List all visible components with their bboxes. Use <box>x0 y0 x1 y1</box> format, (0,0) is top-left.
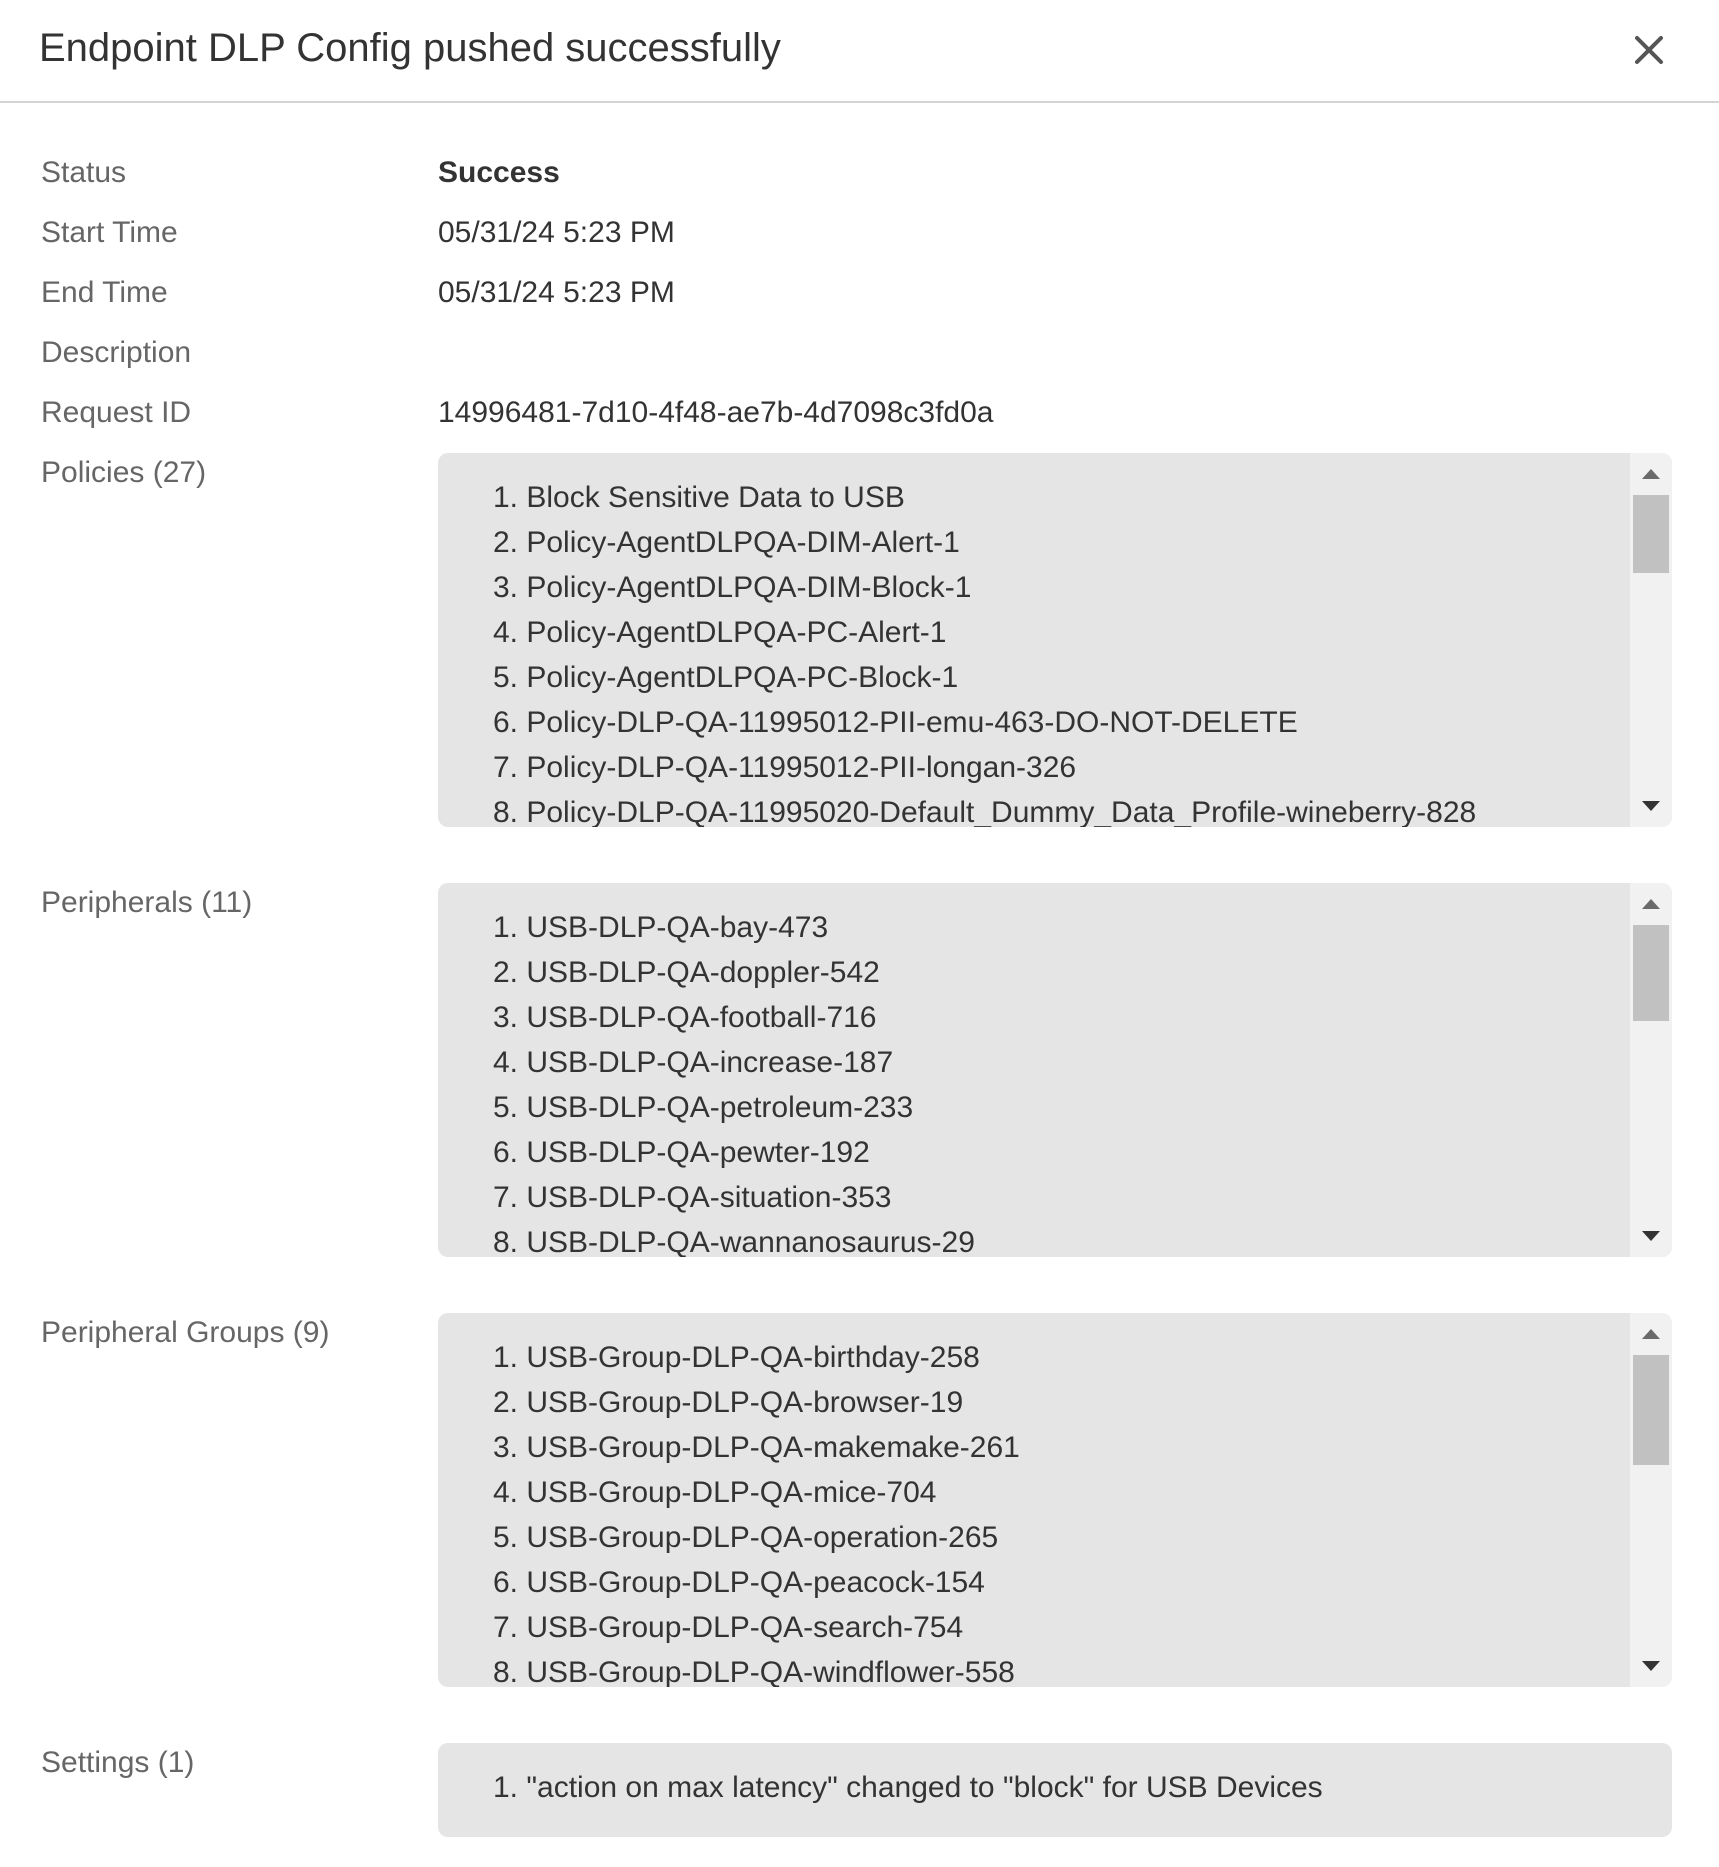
peripherals-items <box>493 905 1612 1257</box>
close-icon <box>1631 32 1667 68</box>
request-id-value: 14996481-7d10-4f48-ae7b-4d7098c3fd0a <box>438 396 994 429</box>
list-item: 2. Policy-AgentDLPQA-DIM-Alert-1 <box>493 526 960 559</box>
list-item: 3. USB-DLP-QA-football-716 <box>493 1001 877 1034</box>
end-time-label: End Time <box>41 276 168 309</box>
list-item: 2. USB-Group-DLP-QA-browser-19 <box>493 1386 964 1419</box>
list-item: 8. USB-Group-DLP-QA-windflower-558 <box>493 1656 1015 1687</box>
peripherals-scrollbar[interactable] <box>1630 883 1672 1257</box>
end-time-value: 05/31/24 5:23 PM <box>438 276 675 309</box>
list-item: 7. USB-DLP-QA-situation-353 <box>493 1181 892 1214</box>
settings-items <box>493 1765 1612 1810</box>
chevron-up-icon <box>1642 889 1660 919</box>
list-item: 4. Policy-AgentDLPQA-PC-Alert-1 <box>493 616 947 649</box>
settings-label: Settings (1) <box>41 1746 195 1779</box>
start-time-value: 05/31/24 5:23 PM <box>438 216 675 249</box>
list-item: 4. USB-DLP-QA-increase-187 <box>493 1046 894 1079</box>
chevron-down-icon <box>1642 1221 1660 1251</box>
policies-label: Policies (27) <box>41 456 207 489</box>
close-button[interactable] <box>1631 32 1667 68</box>
settings-list <box>438 1743 1672 1837</box>
list-item: 5. Policy-AgentDLPQA-PC-Block-1 <box>493 661 959 694</box>
list-item: 3. USB-Group-DLP-QA-makemake-261 <box>493 1431 1020 1464</box>
chevron-down-icon <box>1642 791 1660 821</box>
list-item: 1. USB-DLP-QA-bay-473 <box>493 911 829 944</box>
dialog-title: Endpoint DLP Config pushed successfully <box>39 26 781 70</box>
list-item: 8. Policy-DLP-QA-11995020-Default_Dummy_Data_Profile-wineberry-828 <box>493 796 1477 827</box>
scroll-thumb[interactable] <box>1633 1355 1669 1465</box>
list-item: 1. "action on max latency" changed to "block" for USB Devices <box>493 1771 1323 1804</box>
peripheral-groups-label: Peripheral Groups (9) <box>41 1316 330 1349</box>
list-item: 5. USB-DLP-QA-petroleum-233 <box>493 1091 914 1124</box>
start-time-label: Start Time <box>41 216 178 249</box>
peripheral-groups-scrollbar[interactable] <box>1630 1313 1672 1687</box>
scroll-thumb[interactable] <box>1633 495 1669 573</box>
peripherals-list[interactable] <box>438 883 1672 1257</box>
chevron-up-icon <box>1642 459 1660 489</box>
chevron-down-icon <box>1642 1651 1660 1681</box>
list-item: 5. USB-Group-DLP-QA-operation-265 <box>493 1521 999 1554</box>
list-item: 1. USB-Group-DLP-QA-birthday-258 <box>493 1341 980 1374</box>
scroll-down-button[interactable] <box>1630 1221 1672 1251</box>
list-item: 2. USB-DLP-QA-doppler-542 <box>493 956 880 989</box>
list-item: 7. Policy-DLP-QA-11995012-PII-longan-326 <box>493 751 1077 784</box>
scroll-down-button[interactable] <box>1630 791 1672 821</box>
scroll-up-button[interactable] <box>1630 1319 1672 1349</box>
chevron-up-icon <box>1642 1319 1660 1349</box>
list-item: 8. USB-DLP-QA-wannanosaurus-29 <box>493 1226 975 1257</box>
dialog-header <box>0 0 1719 103</box>
request-id-label: Request ID <box>41 396 192 429</box>
status-label: Status <box>41 156 127 189</box>
peripheral-groups-items <box>493 1335 1612 1687</box>
list-item: 4. USB-Group-DLP-QA-mice-704 <box>493 1476 937 1509</box>
policies-scrollbar[interactable] <box>1630 453 1672 827</box>
status-value: Success <box>438 156 560 189</box>
list-item: 7. USB-Group-DLP-QA-search-754 <box>493 1611 964 1644</box>
peripheral-groups-list[interactable] <box>438 1313 1672 1687</box>
peripherals-label: Peripherals (11) <box>41 886 253 919</box>
scroll-up-button[interactable] <box>1630 459 1672 489</box>
policies-list[interactable] <box>438 453 1672 827</box>
scroll-thumb[interactable] <box>1633 925 1669 1021</box>
list-item: 1. Block Sensitive Data to USB <box>493 481 905 514</box>
scroll-up-button[interactable] <box>1630 889 1672 919</box>
list-item: 6. Policy-DLP-QA-11995012-PII-emu-463-DO-NOT-DELETE <box>493 706 1298 739</box>
description-label: Description <box>41 336 192 369</box>
policies-items <box>493 475 1612 827</box>
list-item: 3. Policy-AgentDLPQA-DIM-Block-1 <box>493 571 972 604</box>
scroll-down-button[interactable] <box>1630 1651 1672 1681</box>
list-item: 6. USB-DLP-QA-pewter-192 <box>493 1136 870 1169</box>
list-item: 6. USB-Group-DLP-QA-peacock-154 <box>493 1566 985 1599</box>
